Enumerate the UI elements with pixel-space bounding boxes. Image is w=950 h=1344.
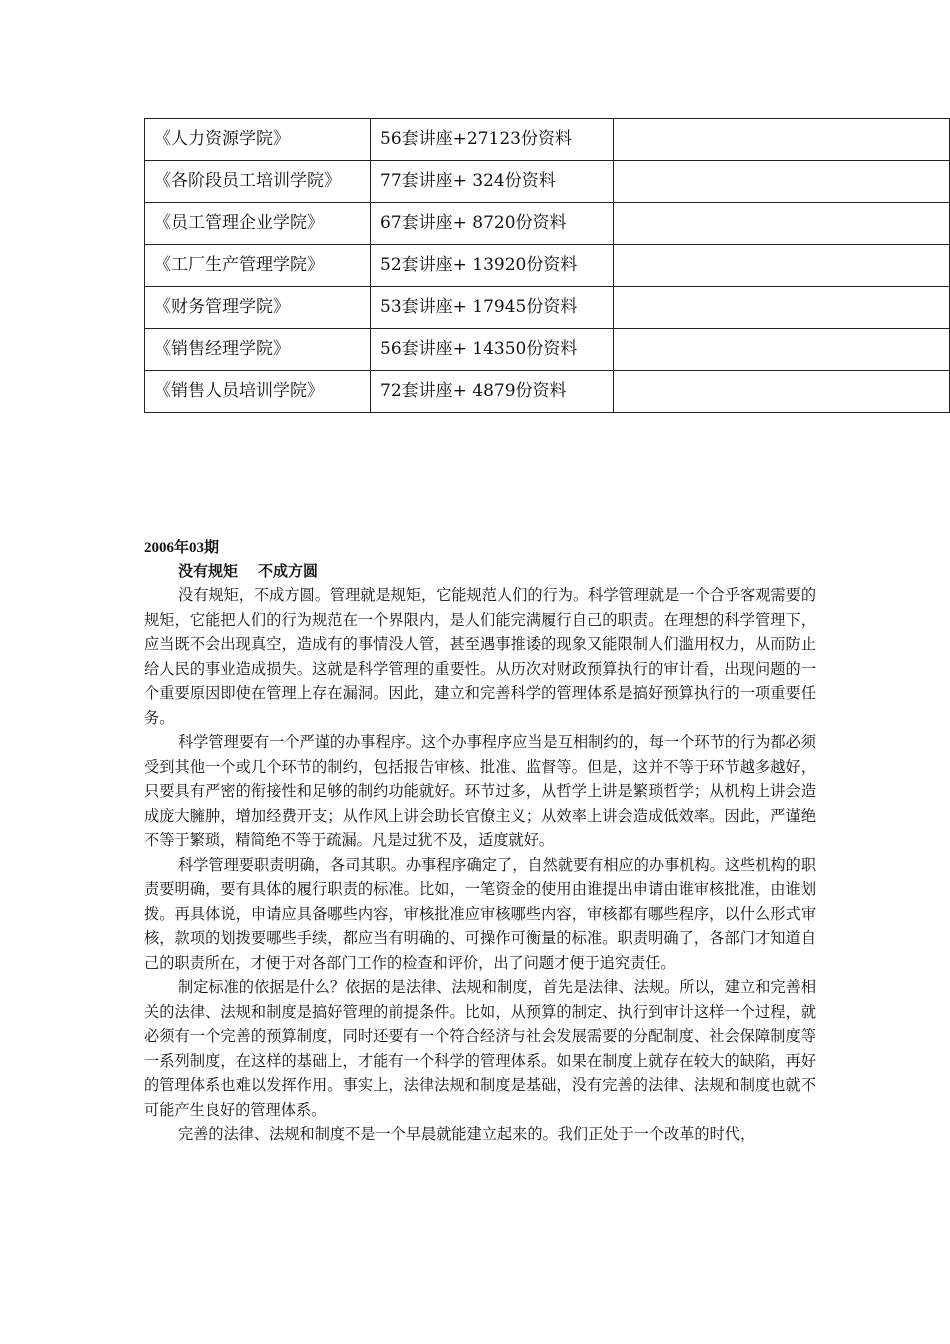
catalog-content-cell: 67套讲座+ 8720份资料 — [371, 203, 614, 245]
article-title-part1: 没有规矩 — [178, 562, 239, 580]
article-paragraph: 没有规矩，不成方圆。管理就是规矩，它能规范人们的行为。科学管理就是一个合乎客观需要的规矩，它能把人们的行为规范在一个界限内，是人们能完满履行自己的职责。在理想的科学管理下，应当既不会出现真空，造成有的事情没人管，甚至遇事推诿的现象又能限制人们滥用权力，从而防止给人民的事业造成损失。这就是科学管理的重要性。从历次对财政预算执行的审计看，出现问题的一个重要原因即使在管理上存在漏洞。因此，建立和完善科学的管理体系是搞好预算执行的一项重要任务。 — [144, 586, 816, 727]
article-paragraph: 制定标准的依据是什么？依据的是法律、法规和制度，首先是法律、法规。所以，建立和完善相关的法律、法规和制度是搞好管理的前提条件。比如，从预算的制定、执行到审计这样一个过程，就必须有一个完善的预算制度，同时还要有一个符合经济与社会发展需要的分配制度、社会保障制度等一系列制度，在这样的基础上，才能有一个科学的管理体系。如果在制度上就存在较大的缺陷，再好的管理体系也难以发挥作用。事实上，法律法规和制度是基础，没有完善的法律、法规和制度也就不可能产生良好的管理体系。 — [144, 978, 816, 1119]
catalog-name-cell: 《人力资源学院》 — [145, 119, 371, 161]
catalog-content-cell: 52套讲座+ 13920份资料 — [371, 245, 614, 287]
article-paragraph: 完善的法律、法规和制度不是一个早晨就能建立起来的。我们正处于一个改革的时代， — [178, 1125, 756, 1143]
article-paragraph: 科学管理要职责明确，各司其职。办事程序确定了，自然就要有相应的办事机构。这些机构的职责要明确，要有具体的履行职责的标准。比如，一笔资金的使用由谁提出申请由谁审核批准，由谁划拨。再具体说，申请应具备哪些内容，审核批准应审核哪些内容，审核都有哪些程序，以什么形式审核，款项的划拨要哪些手续，都应当有明确的、可操作可衡量的标准。职责明确了，各部门才知道自己的职责所在，才便于对各部门工作的检查和评价，出了问题才便于追究责任。 — [144, 855, 816, 972]
issue-label: 2006年03期 — [144, 540, 220, 556]
article-paragraph: 科学管理要有一个严谨的办事程序。这个办事程序应当是互相制约的，每一个环节的行为都必须受到其他一个或几个环节的制约，包括报告审核、批准、监督等。但是，这并不等于环节越多越好，只要具有严密的衔接性和足够的制约功能就好。环节过多，从哲学上讲是繁琐哲学；从机构上讲会造成庞大臃肿，增加经费开支；从作风上讲会助长官僚主义；从效率上讲会造成低效率。因此，严谨绝不等于繁琐，精简绝不等于疏漏。凡是过犹不及，适度就好。 — [144, 733, 816, 849]
catalog-name-cell: 《各阶段员工培训学院》 — [145, 161, 371, 203]
table-row — [145, 329, 950, 371]
table-row — [145, 203, 950, 245]
catalog-name-cell: 《员工管理企业学院》 — [145, 203, 371, 245]
catalog-note-cell — [614, 371, 950, 413]
catalog-note-cell — [614, 287, 950, 329]
article-title-part2: 不成方圆 — [258, 562, 319, 580]
catalog-name-cell: 《销售人员培训学院》 — [145, 371, 371, 413]
catalog-content-cell: 72套讲座+ 4879份资料 — [371, 371, 614, 413]
article-title — [178, 560, 318, 581]
catalog-content-cell: 56套讲座+27123份资料 — [371, 119, 614, 161]
article-body — [144, 583, 816, 1147]
catalog-name-cell: 《财务管理学院》 — [145, 287, 371, 329]
table-row — [145, 371, 950, 413]
catalog-content-cell: 56套讲座+ 14350份资料 — [371, 329, 614, 371]
catalog-content-cell: 53套讲座+ 17945份资料 — [371, 287, 614, 329]
catalog-note-cell — [614, 245, 950, 287]
table-row — [145, 245, 950, 287]
table-row — [145, 161, 950, 203]
catalog-note-cell — [614, 119, 950, 161]
catalog-note-cell — [614, 161, 950, 203]
catalog-content-cell: 77套讲座+ 324份资料 — [371, 161, 614, 203]
catalog-table — [144, 118, 950, 413]
table-row — [145, 119, 950, 161]
catalog-note-cell — [614, 329, 950, 371]
catalog-name-cell: 《销售经理学院》 — [145, 329, 371, 371]
table-row — [145, 287, 950, 329]
catalog-note-cell — [614, 203, 950, 245]
catalog-name-cell: 《工厂生产管理学院》 — [145, 245, 371, 287]
